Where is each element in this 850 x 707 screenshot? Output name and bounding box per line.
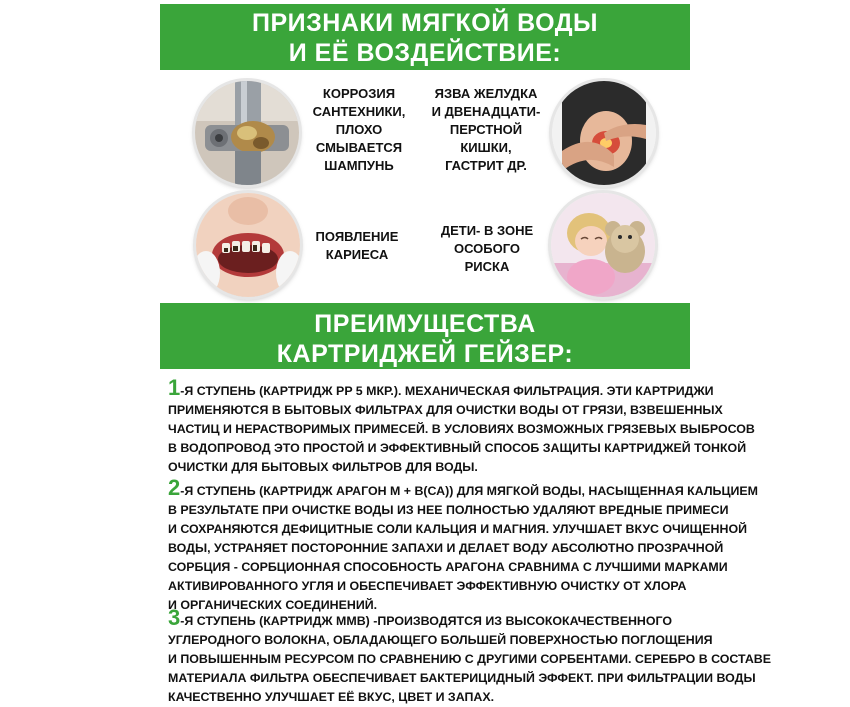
caption-caries (303, 228, 411, 264)
top-banner-title-line2: И ЕЁ ВОЗДЕЙСТВИЕ: (288, 39, 562, 67)
step-line: И ПОВЫШЕННЫМ РЕСУРСОМ ПО СРАВНЕНИЮ С ДРУГИМИ СОРБЕНТАМИ. СЕРЕБРО В СОСТАВЕ (168, 652, 772, 666)
caption-line: ПЕРСТНОЙ (449, 122, 523, 137)
step-line: ПРИМЕНЯЮТСЯ В БЫТОВЫХ ФИЛЬТРАХ ДЛЯ ОЧИСТКИ ВОДЫ ОТ ГРЯЗИ, ВЗВЕШЕННЫХ (168, 403, 723, 417)
step-line: УГЛЕРОДНОГО ВОЛОКНА, ОБЛАДАЮЩЕГО БОЛЬШЕЙ ПОВЕРХНОСТЬЮ ПОГЛОЩЕНИЯ (168, 633, 713, 647)
caption-line: РИСКА (464, 259, 510, 274)
caption-line: ЯЗВА ЖЕЛУДКА (434, 86, 538, 101)
step-number: 2 (168, 475, 181, 500)
caption-line: САНТЕХНИКИ, (312, 104, 406, 119)
caption-line: КОРРОЗИЯ (322, 86, 396, 101)
step-line: СОРБЦИЯ - СОРБЦИОННАЯ СПОСОБНОСТЬ АРАГОНА СРАВНИМА С ЛУЧШИМИ МАРКАМИ (168, 560, 728, 574)
caption-line: ДЕТИ- В ЗОНЕ (440, 223, 534, 238)
step-text: -Я СТУПЕНЬ (КАРТРИДЖ АРАГОН М + В(СА)) ДЛЯ МЯГКОЙ ВОДЫ, НАСЫЩЕННАЯ КАЛЬЦИЕМ (180, 484, 758, 498)
step-text: -Я СТУПЕНЬ (КАРТРИДЖ ММВ) -ПРОИЗВОДЯТСЯ ИЗ ВЫСОКОКАЧЕСТВЕННОГО (180, 614, 673, 628)
step-line: ВОДЫ, УСТРАНЯЕТ ПОСТОРОННИЕ ЗАПАХИ И ДЕЛАЕТ ВОДУ АБСОЛЮТНО ПРОЗРАЧНОЙ (168, 541, 724, 555)
stomach-pain-photo (552, 81, 656, 185)
step-text: -Я СТУПЕНЬ (КАРТРИДЖ PP 5 МКР.). МЕХАНИЧЕСКАЯ ФИЛЬТРАЦИЯ. ЭТИ КАРТРИДЖИ (180, 384, 714, 398)
step-line: В ВОДОПРОВОД ЭТО ПРОСТОЙ И ЭФФЕКТИВНЫЙ СПОСОБ ЗАЩИТЫ КАРТРИДЖЕЙ ТОНКОЙ (168, 441, 747, 455)
caption-line: И ДВЕНАДЦАТИ- (431, 104, 541, 119)
child-with-toy-photo (551, 193, 655, 297)
step-line: КАЧЕСТВЕННО УЛУЧШАЕТ ЕЁ ВКУС, ЦВЕТ И ЗАПАХ. (168, 690, 495, 704)
top-banner-title-line1: ПРИЗНАКИ МЯГКОЙ ВОДЫ (252, 9, 598, 37)
advantages-banner-line2: КАРТРИДЖЕЙ ГЕЙЗЕР: (276, 340, 574, 368)
caption-children (432, 222, 542, 276)
caption-line: КИШКИ, (460, 140, 512, 155)
corroded-pipe-photo (195, 81, 299, 185)
caption-line: ОСОБОГО (453, 241, 521, 256)
step-line: В РЕЗУЛЬТАТЕ ПРИ ОЧИСТКЕ ВОДЫ ИЗ НЕЕ ПОЛНОСТЬЮ УДАЛЯЮТ ВРЕДНЫЕ ПРИМЕСИ (168, 503, 729, 517)
step-2-paragraph (168, 475, 758, 615)
advantages-banner (160, 303, 690, 369)
step-line (168, 375, 714, 401)
caption-line: ПЛОХО (335, 122, 383, 137)
step-line: ЧАСТИЦ И НЕРАСТВОРИМЫХ ПРИМЕСЕЙ. В УСЛОВИЯХ ВОЗМОЖНЫХ ГРЯЗЕВЫХ ВЫБРОСОВ (168, 422, 755, 436)
step-line (168, 475, 758, 501)
advantages-banner-line1: ПРЕИМУЩЕСТВА (314, 310, 536, 338)
step-line: ОЧИСТКИ ДЛЯ БЫТОВЫХ ФИЛЬТРОВ ДЛЯ ВОДЫ. (168, 460, 478, 474)
step-line: И ОРГАНИЧЕСКИХ СОЕДИНЕНИЙ. (168, 598, 378, 612)
caption-ulcer (425, 85, 547, 175)
step-line: МАТЕРИАЛА ФИЛЬТРА ОБЕСПЕЧИВАЕТ БАКТЕРИЦИДНЫЙ ЭФФЕКТ. ПРИ ФИЛЬТРАЦИИ ВОДЫ (168, 671, 756, 685)
caption-line: ГАСТРИТ ДР. (445, 158, 527, 173)
caption-line: ПОЯВЛЕНИЕ (315, 229, 399, 244)
step-line: И СОХРАНЯЮТСЯ ДЕФИЦИТНЫЕ СОЛИ КАЛЬЦИЯ И МАГНИЯ. УЛУЧШАЕТ ВКУС ОЧИЩЕННОЙ (168, 522, 747, 536)
top-banner (160, 4, 690, 70)
step-line: АКТИВИРОВАННОГО УГЛЯ И ОБЕСПЕЧИВАЕТ ЭФФЕКТИВНУЮ ОЧИСТКУ ОТ ХЛОРА (168, 579, 687, 593)
caption-line: СМЫВАЕТСЯ (315, 140, 403, 155)
caption-line: ШАМПУНЬ (324, 158, 394, 173)
step-1-paragraph (168, 375, 755, 477)
dental-caries-photo (196, 193, 300, 297)
caption-line: КАРИЕСА (325, 247, 389, 262)
caption-corrosion (300, 85, 418, 175)
step-number: 1 (168, 375, 181, 400)
step-number: 3 (168, 605, 181, 630)
